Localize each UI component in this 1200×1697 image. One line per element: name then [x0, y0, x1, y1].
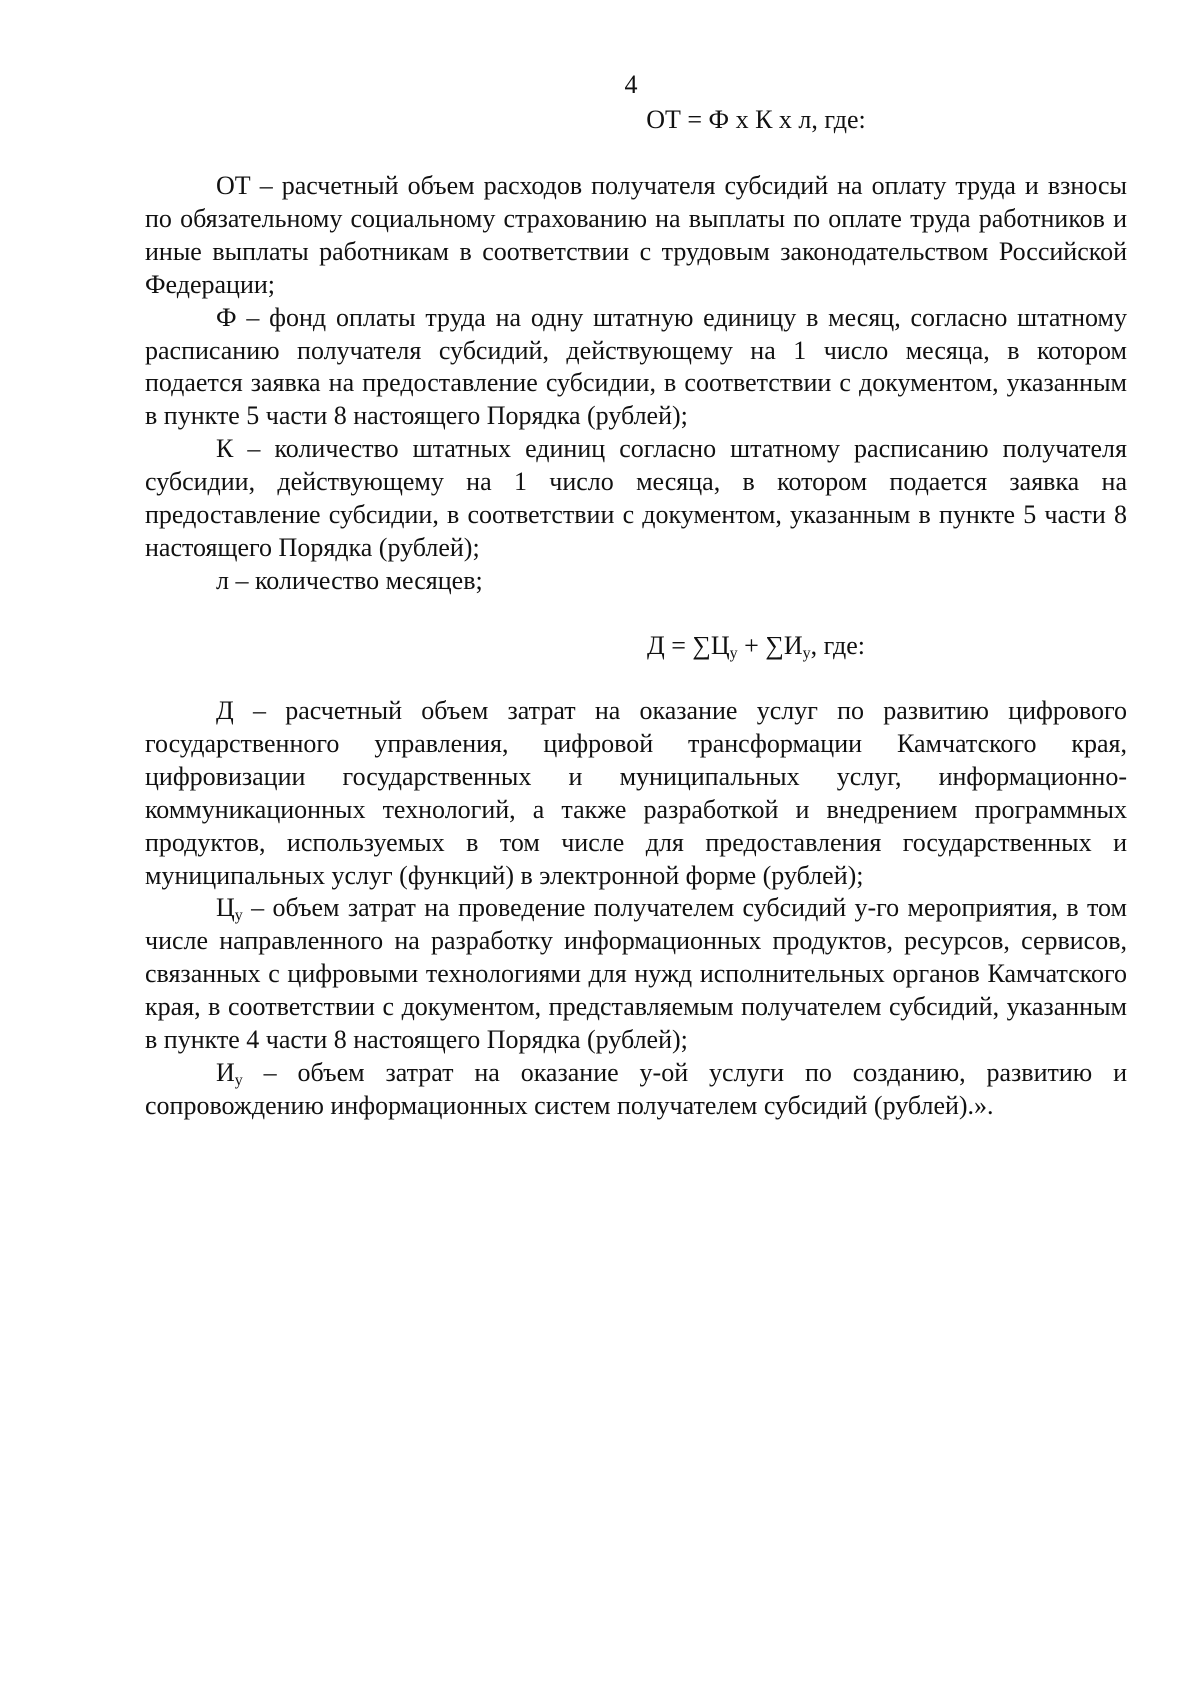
definition-l: л – количество месяцев; [216, 565, 483, 595]
definition-i-symbol: И [216, 1057, 235, 1087]
definition-ts [145, 892, 1127, 1057]
definition-i [145, 1057, 1127, 1123]
definition-ot: ОТ – расчетный объем расходов получателя субсидий на оплату труда и взносы по обязательному социальному страхованию на выплаты по оплате труда работников и иные выплаты работникам в соответствии с трудовым законодательством Российской Федерации; [145, 171, 1127, 299]
formula-ot: ОТ = Ф x К x л, где: [646, 105, 866, 134]
definition-d-text: Д – расчетный объем затрат на оказание услуг по развитию цифрового государственного управления, цифровой трансформации Камчатского края, цифровизации государственных и муниципальных услуг, информационно-коммуникационных технологий, а также разработкой и внедрением программных продуктов, используемых в том числе для предоставления государственных и муниципальных услуг (функций) в электронной форме (рублей); [145, 696, 1127, 890]
definition-ts-symbol: Ц [216, 893, 235, 923]
definitions-block-1 [145, 170, 1127, 598]
definitions-block-2 [145, 695, 1127, 1123]
definition-f: Ф – фонд оплаты труда на одну штатную единицу в месяц, согласно штатному расписанию получателя субсидий, действующему на 1 число месяца, в котором подается заявка на предоставление субсидии, в соответствии с документом, указанным в пункте 5 части 8 настоящего Порядка (рублей); [145, 302, 1127, 431]
formula-d-middle: + ∑И [737, 631, 803, 660]
formula-d-end: , где: [810, 631, 866, 660]
definition-ts-text: – объем затрат на проведение получателем субсидий у-го мероприятия, в том числе направленного на разработку информационных продуктов, ресурсов, сервисов, связанных с цифровыми технологиями для нужд исполнительных органов Камчатского края, в соответствии с документом, представляемым получателем субсидий, указанным в пункте 4 части 8 настоящего Порядка (рублей); [145, 893, 1127, 1055]
definition-ts-subscript: у [234, 907, 243, 925]
page-number: 4 [624, 70, 638, 99]
definition-i-subscript: у [234, 1071, 243, 1089]
formula-d-subscript-2: у [802, 645, 811, 662]
formula-d-start: Д = ∑Ц [646, 631, 730, 660]
formula-d-subscript-1: у [729, 645, 738, 662]
formula-d [145, 630, 1200, 663]
definition-d [145, 695, 1127, 892]
definition-i-text: – объем затрат на оказание у-ой услуги по созданию, развитию и сопровождению информационных систем получателем субсидий (рублей).». [145, 1057, 1127, 1120]
definition-k: К – количество штатных единиц согласно штатному расписанию получателя субсидии, действующему на 1 число месяца, в котором подается заявка на предоставление субсидии, в соответствии с документом, указанным в пункте 5 части 8 настоящего Порядка (рублей); [145, 434, 1127, 562]
